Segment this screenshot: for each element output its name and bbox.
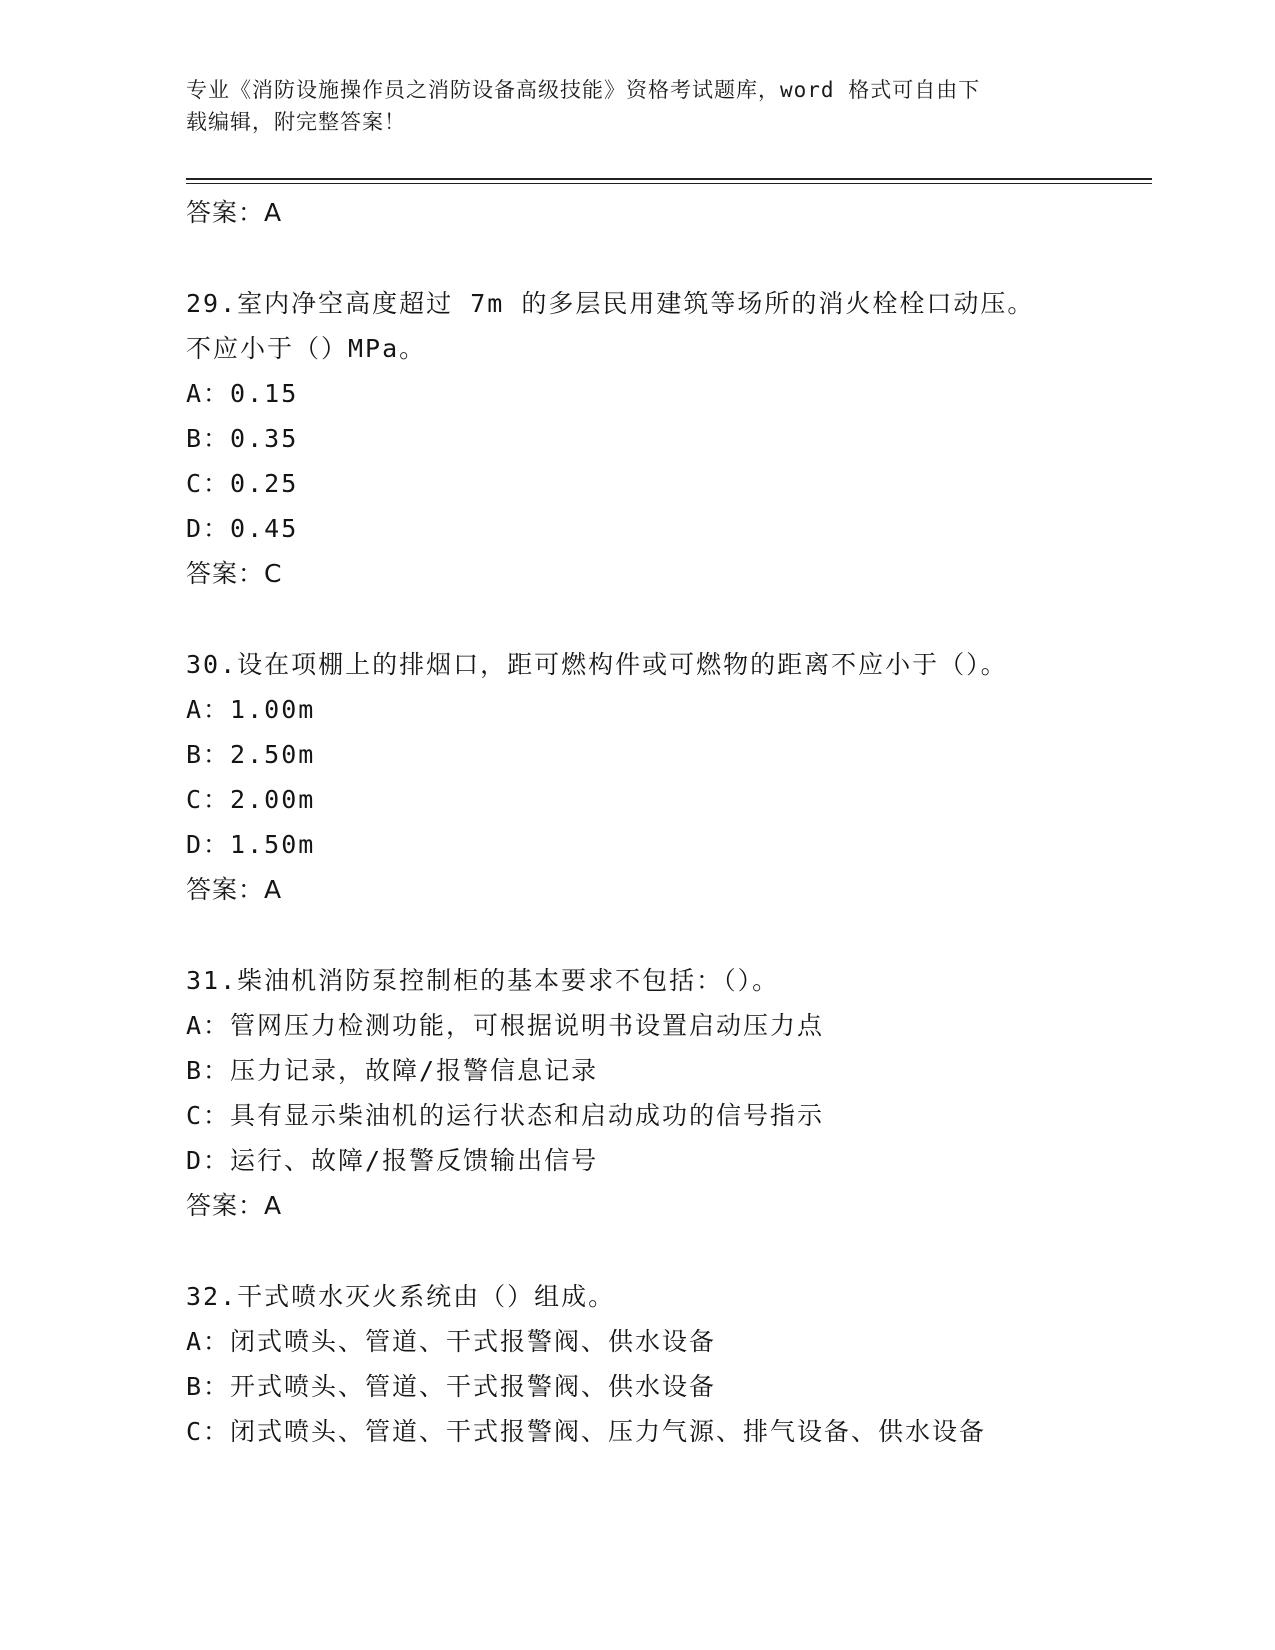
header-divider [186, 178, 1152, 184]
option-a: A：1.00m [186, 695, 316, 724]
question-stem-continued: 不应小于（）MPa。 [186, 334, 427, 363]
option-c: C：具有显示柴油机的运行状态和启动成功的信号指示 [186, 1101, 825, 1130]
option-b: B：2.50m [186, 740, 316, 769]
answer: 答案：A [186, 875, 283, 904]
spacer [186, 912, 1152, 958]
header-line-1: 专业《消防设施操作员之消防设备高级技能》资格考试题库，word 格式可自由下 [186, 78, 981, 102]
answer: 答案：C [186, 559, 283, 588]
header-line-2: 载编辑，附完整答案！ [186, 110, 406, 134]
option-c: C：闭式喷头、管道、干式报警阀、压力气源、排气设备、供水设备 [186, 1417, 987, 1446]
question-29 [186, 281, 1152, 596]
option-a: A：管网压力检测功能，可根据说明书设置启动压力点 [186, 1011, 825, 1040]
option-a: A：闭式喷头、管道、干式报警阀、供水设备 [186, 1327, 717, 1356]
option-b: B：0.35 [186, 424, 299, 453]
question-list [186, 190, 1152, 1454]
question-31 [186, 958, 1152, 1228]
question-30 [186, 642, 1152, 912]
previous-answer: 答案：A [186, 198, 283, 227]
answer: 答案：A [186, 1191, 283, 1220]
question-stem: 29.室内净空高度超过 7m 的多层民用建筑等场所的消火栓栓口动压。 [186, 289, 1035, 318]
option-b: B：压力记录，故障/报警信息记录 [186, 1056, 599, 1085]
option-d: D：1.50m [186, 830, 316, 859]
spacer [186, 235, 1152, 281]
option-c: C：2.00m [186, 785, 316, 814]
option-b: B：开式喷头、管道、干式报警阀、供水设备 [186, 1372, 717, 1401]
question-stem: 32.干式喷水灭火系统由（）组成。 [186, 1282, 616, 1311]
page-header [186, 74, 1066, 138]
spacer [186, 596, 1152, 642]
option-d: D：运行、故障/报警反馈输出信号 [186, 1146, 599, 1175]
question-stem: 31.柴油机消防泵控制柜的基本要求不包括：（）。 [186, 966, 780, 995]
option-a: A：0.15 [186, 379, 299, 408]
question-stem: 30.设在项棚上的排烟口，距可燃构件或可燃物的距离不应小于（）。 [186, 650, 1008, 679]
spacer [186, 1228, 1152, 1274]
option-d: D：0.45 [186, 514, 299, 543]
option-c: C：0.25 [186, 469, 299, 498]
question-32 [186, 1274, 1152, 1454]
